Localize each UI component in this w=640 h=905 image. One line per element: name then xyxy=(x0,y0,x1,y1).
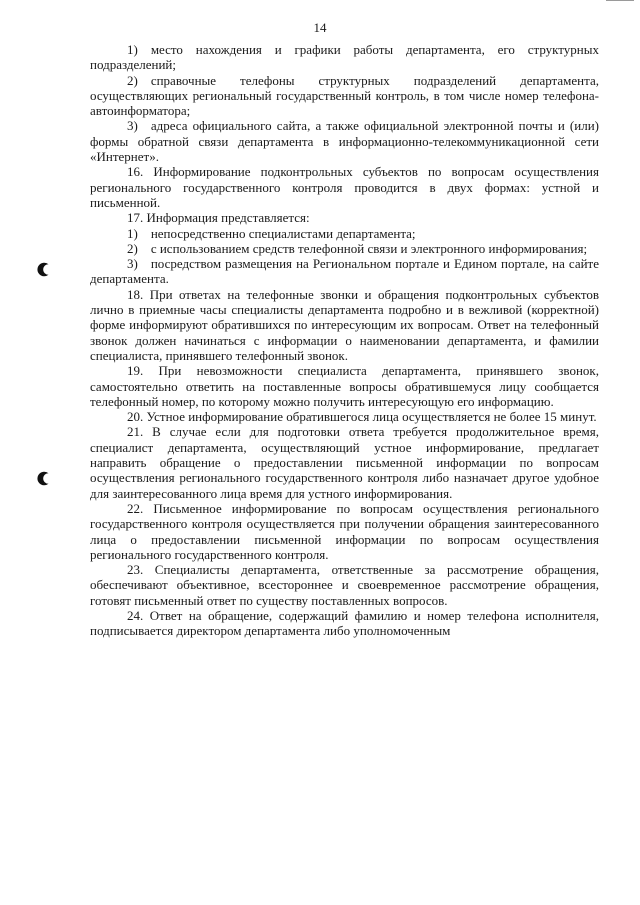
paragraph-20: 20. Устное информирование обратившегося лица осуществляется не более 15 минут. xyxy=(127,409,597,425)
list-item: 3) адреса официального сайта, а также официальной электронной почты и (или) формы обратной связи департамента в информационно-телекоммуникационной сети «Интернет». xyxy=(90,118,599,165)
binder-hole-mark-icon xyxy=(36,261,53,278)
list-item: 1) место нахождения и графики работы департамента, его структурных подразделений; xyxy=(90,42,599,73)
paragraph-23: 23. Специалисты департамента, ответственные за рассмотрение обращения, обеспечивают объективное, всестороннее и своевременное рассмотрение обращения, готовят письменный ответ по существу поставленных вопросов. xyxy=(90,562,599,608)
binder-hole-mark-icon xyxy=(36,470,53,487)
list-item: 2) с использованием средств телефонной связи и электронного информирования; xyxy=(127,240,588,256)
paragraph-24: 24. Ответ на обращение, содержащий фамилию и номер телефона исполнителя, подписывается директором департамента либо уполномоченным xyxy=(90,607,599,639)
list-item: 3) посредством размещения на Региональном портале и Едином портале, на сайте департамента. xyxy=(90,256,599,287)
page-number: 14 xyxy=(313,20,327,35)
document-body xyxy=(90,42,599,639)
paragraph-17: 17. Информация представляется: xyxy=(127,210,310,226)
paragraph-22: 22. Письменное информирование по вопросам осуществления регионального государственного контроля осуществляется при получении обращения заинтересованного лица о предоставлении письменной информации по вопросам осуществления регионального государственного контроля. xyxy=(90,500,599,562)
list-item: 2) справочные телефоны структурных подразделений департамента, осуществляющих региональный государственный контроль, в том числе номер телефона-автоинформатора; xyxy=(90,72,599,119)
paragraph-18: 18. При ответах на телефонные звонки и обращения подконтрольных субъектов лично в приемные часы специалисты департамента подробно и в вежливой (корректной) форме информируют обратившихся по интересующим их вопросам. Ответ на телефонный звонок должен начинаться с информации о наименовании департамента, и фамилии специалиста, принявшего телефонный звонок. xyxy=(90,286,599,363)
paragraph-19: 19. При невозможности специалиста департамента, принявшего звонок, самостоятельно ответить на поставленные вопросы обратившемуся лицу сообщается телефонный номер, по которому можно получить интересующую его информацию. xyxy=(90,363,599,409)
list-item: 1) непосредственно специалистами департамента; xyxy=(127,225,416,241)
paragraph-21: 21. В случае если для подготовки ответа требуется продолжительное время, специалист департамента, осуществляющий устное информирование, предлагает направить обращение о предоставлении письменной информации по вопросам осуществления регионального государственного контроля либо назначает другое удобное для заинтересованного лица время для устного информирования. xyxy=(90,424,599,501)
paragraph-16: 16. Информирование подконтрольных субъектов по вопросам осуществления регионального государственного контроля проводится в двух формах: устной и письменной. xyxy=(90,164,599,210)
scan-edge-line xyxy=(606,0,634,1)
